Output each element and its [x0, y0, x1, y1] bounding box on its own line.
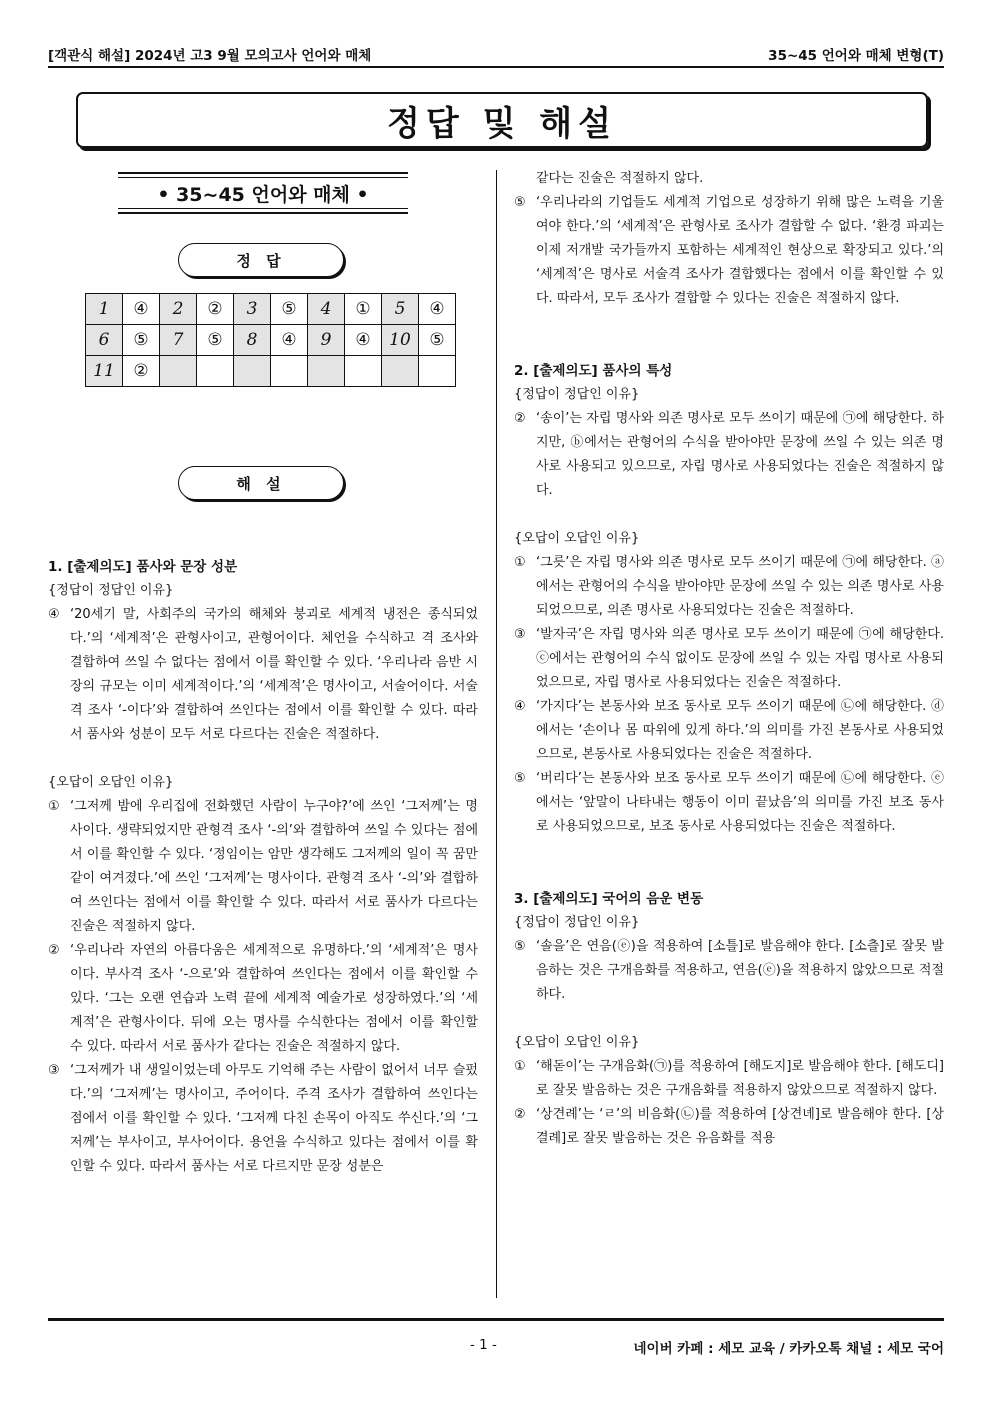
choice-marker: ⑤ — [514, 939, 526, 954]
answer-choice — [419, 356, 456, 387]
explanation-text: ‘우리나라 자연의 아름다움은 세계적으로 유명하다.’의 ‘세계적’은 명사이다. 부사격 조사 ‘-으로’와 결합하여 쓰인다는 점에서 이를 확인할 수 있다. ‘그는 오랜 연습과 노력 끝에 세계적 예술가로 성장하였다.’의 ‘세계적’은 관형사이다. 뒤에 오는 명사를 수식한다는 점에서 이를 확인할 수 있다. 따라서 서로 품사가 같다는 진술은 적절하지 않다. — [70, 943, 478, 1054]
choice-marker: ② — [514, 411, 526, 426]
subheading: {오답이 오답인 이유} — [48, 775, 174, 790]
choice-marker: ⑤ — [514, 195, 526, 210]
column-divider — [496, 170, 497, 1298]
section-title: • 35~45 언어와 매체 • — [118, 172, 408, 214]
explanation-text: ‘버리다’는 본동사와 보조 동사로 모두 쓰이기 때문에 ㉡에 해당한다. ⓔ에서는 ‘앞말이 나타내는 행동이 이미 끝났음’의 의미를 가진 보조 동사로 사용되었으므로, 보조 동사로 사용되었다는 진술은 적절하다. — [536, 771, 944, 834]
explanation-text: ‘송이’는 자립 명사와 의존 명사로 모두 쓰이기 때문에 ㉠에 해당한다. 하지만, ⓑ에서는 관형어의 수식을 받아야만 문장에 쓰일 수 있는 의존 명사로 사용되고 있으므로, 자립 명사로 사용되었다는 진술은 적절하지 않다. — [536, 411, 944, 498]
explanation-item — [514, 407, 944, 503]
choice-marker: ② — [48, 943, 60, 958]
continued-text — [514, 167, 944, 191]
spacer — [514, 503, 944, 527]
right-column — [514, 167, 944, 1151]
explanation-item — [514, 191, 944, 311]
answer-choice: ① — [345, 294, 382, 325]
choice-marker: ② — [514, 1107, 526, 1122]
subheading: {정답이 정답인 이유} — [48, 583, 174, 598]
choice-marker: ① — [514, 1059, 526, 1074]
explanation-item — [48, 1059, 478, 1179]
answer-choice — [271, 356, 308, 387]
answer-table — [85, 293, 456, 387]
answer-choice — [345, 356, 382, 387]
footer-divider — [48, 1318, 944, 1321]
choice-marker: ① — [48, 799, 60, 814]
answer-choice: ② — [123, 356, 160, 387]
explanation-label: 해 설 — [178, 466, 344, 500]
spacer — [514, 311, 944, 335]
answer-number — [160, 356, 197, 387]
answer-number: 7 — [160, 325, 197, 356]
answer-number: 6 — [86, 325, 123, 356]
answer-choice: ⑤ — [197, 325, 234, 356]
explanation-item — [514, 767, 944, 839]
answer-number: 2 — [160, 294, 197, 325]
spacer — [514, 1007, 944, 1031]
header-divider — [48, 66, 944, 68]
explanation-text: ‘해돋이’는 구개음화(㉠)를 적용하여 [해도지]로 발음해야 한다. [해도디]로 잘못 발음하는 것은 구개음화를 적용하지 않았으므로 적절하지 않다. — [536, 1059, 944, 1098]
explanation-item — [48, 795, 478, 939]
answer-row — [86, 294, 456, 325]
answer-number — [382, 356, 419, 387]
choice-marker: ③ — [514, 627, 526, 642]
answer-number: 5 — [382, 294, 419, 325]
choice-marker: ④ — [48, 607, 60, 622]
question-heading: 1. [출제의도] 품사와 문장 성분 — [48, 559, 238, 575]
explanation-text: ‘우리나라의 기업들도 세계적 기업으로 성장하기 위해 많은 노력을 기울여야 한다.’의 ‘세계적’은 관형사로 조사가 결합할 수 없다. ‘환경 파괴는 이제 저개발 국가들까지 포함하는 세계적인 현상으로 확장되고 있다.’의 ‘세계적’은 명사로 서술격 조사가 결합했다는 점에서 이를 확인할 수 있다. 따라서, 모두 조사가 결합할 수 있다는 진술은 적절하지 않다. — [536, 195, 944, 306]
answer-number: 8 — [234, 325, 271, 356]
explanation-item — [514, 1103, 944, 1151]
page-title: 정답 및 해설 — [76, 92, 928, 148]
answer-label: 정 답 — [178, 243, 344, 277]
answer-choice: ④ — [345, 325, 382, 356]
explanation-item — [514, 623, 944, 695]
answer-row — [86, 356, 456, 387]
answer-number: 4 — [308, 294, 345, 325]
spacer — [514, 839, 944, 863]
answer-number: 11 — [86, 356, 123, 387]
header-left: [객관식 해설] 2024년 고3 9월 모의고사 언어와 매체 — [48, 48, 372, 64]
answer-choice: ④ — [419, 294, 456, 325]
subheading: {오답이 오답인 이유} — [514, 1035, 640, 1050]
answer-number: 1 — [86, 294, 123, 325]
spacer — [48, 747, 478, 771]
explanation-item — [48, 603, 478, 747]
choice-marker: ④ — [514, 699, 526, 714]
explanation-item — [514, 551, 944, 623]
answer-choice: ④ — [271, 325, 308, 356]
subheading: {정답이 정답인 이유} — [514, 387, 640, 402]
left-column — [48, 555, 478, 1179]
explanation-text: ‘상견례’는 ‘ㄹ’의 비음화(㉡)를 적용하여 [상견녜]로 발음해야 한다. [상결례]로 잘못 발음하는 것은 유음화를 적용 — [536, 1107, 944, 1146]
explanation-item — [48, 939, 478, 1059]
explanation-text: ‘그저께가 내 생일이었는데 아무도 기억해 주는 사람이 없어서 너무 슬펐다.’의 ‘그저께’는 명사이고, 주어이다. 주격 조사가 결합하여 쓰인다는 점에서 이를 확인할 수 있다. ‘그저께 다친 손목이 아직도 쑤신다.’의 ‘그저께’는 부사이고, 부사어이다. 용언을 수식하고 있다는 점에서 이를 확인할 수 있다. 따라서 품사는 서로 다르지만 문장 성분은 — [70, 1063, 478, 1174]
header-right: 35~45 언어와 매체 변형(T) — [768, 48, 944, 64]
answer-choice — [197, 356, 234, 387]
explanation-text: ‘가지다’는 본동사와 보조 동사로 모두 쓰이기 때문에 ㉡에 해당한다. ⓓ에서는 ‘손이나 몸 따위에 있게 하다.’의 의미를 가진 본동사로 사용되었으므로, 본동사로 사용되었다는 진술은 적절하다. — [536, 699, 944, 762]
answer-row — [86, 325, 456, 356]
explanation-text: ‘그저께 밤에 우리집에 전화했던 사람이 누구야?’에 쓰인 ‘그저께’는 명사이다. 생략되었지만 관형격 조사 ‘-의’와 결합하여 쓰일 수 있다는 점에서 이를 확인할 수 있다. ‘정임이는 암만 생각해도 그저께의 일이 꼭 꿈만 같이 여겨졌다.’에 쓰인 ‘그저께’는 명사이다. 관형격 조사 ‘-의’와 결합하여 쓰인다는 점에서 이를 확인할 수 있다. 따라서 서로 품사가 다르다는 진술은 적절하지 않다. — [70, 799, 478, 934]
answer-number: 10 — [382, 325, 419, 356]
page-number: - 1 - — [470, 1337, 497, 1353]
answer-choice: ④ — [123, 294, 160, 325]
subheading: {정답이 정답인 이유} — [514, 915, 640, 930]
subheading: {오답이 오답인 이유} — [514, 531, 640, 546]
choice-marker: ⑤ — [514, 771, 526, 786]
spacer — [514, 335, 944, 359]
answer-choice: ⑤ — [271, 294, 308, 325]
choice-marker: ③ — [48, 1063, 60, 1078]
question-heading: 3. [출제의도] 국어의 음운 변동 — [514, 891, 704, 907]
answer-choice: ⑤ — [419, 325, 456, 356]
explanation-item — [514, 695, 944, 767]
explanation-text: ‘솔을’은 연음(ⓔ)을 적용하여 [소틀]로 발음해야 한다. [소츨]로 잘못 발음하는 것은 구개음화를 적용하고, 연음(ⓔ)을 적용하지 않았으므로 적절하다. — [536, 939, 944, 1002]
spacer — [514, 863, 944, 887]
explanation-text: ‘20세기 말, 사회주의 국가의 해체와 붕괴로 세계적 냉전은 종식되었다.’의 ‘세계적’은 관형사이고, 관형어이다. 체언을 수식하고 격 조사와 결합하여 쓰일 수 없다는 점에서 이를 확인할 수 있다. ‘우리나라 음반 시장의 규모는 이미 세계적이다.’의 ‘세계적’은 명사이고, 서술어이다. 서술격 조사 ‘-이다’와 결합하여 쓰인다는 점에서 이를 확인할 수 있다. 따라서 품사와 성분이 모두 서로 다르다는 진술은 적절하다. — [70, 607, 478, 742]
choice-marker: ① — [514, 555, 526, 570]
answer-number: 3 — [234, 294, 271, 325]
answer-choice: ⑤ — [123, 325, 160, 356]
answer-number — [308, 356, 345, 387]
explanation-item — [514, 935, 944, 1007]
answer-choice: ② — [197, 294, 234, 325]
explanation-text: ‘발자국’은 자립 명사와 의존 명사로 모두 쓰이기 때문에 ㉠에 해당한다. ⓒ에서는 관형어의 수식 없이도 문장에 쓰일 수 있는 자립 명사로 사용되었으므로, 자립 명사로 사용되었다는 진술은 적절하다. — [536, 627, 944, 690]
question-heading: 2. [출제의도] 품사의 특성 — [514, 363, 673, 379]
footer-credit: 네이버 카페 : 세모 교육 / 카카오톡 채널 : 세모 국어 — [633, 1341, 944, 1357]
answer-number — [234, 356, 271, 387]
explanation-text: ‘그릇’은 자립 명사와 의존 명사로 모두 쓰이기 때문에 ㉠에 해당한다. ⓐ에서는 관형어의 수식을 받아야만 문장에 쓰일 수 있는 의존 명사로 사용되었으므로, 의존 명사로 사용되었다는 진술은 적절하다. — [536, 555, 944, 618]
answer-number: 9 — [308, 325, 345, 356]
explanation-item — [514, 1055, 944, 1103]
explanation-text: 같다는 진술은 적절하지 않다. — [536, 171, 704, 186]
